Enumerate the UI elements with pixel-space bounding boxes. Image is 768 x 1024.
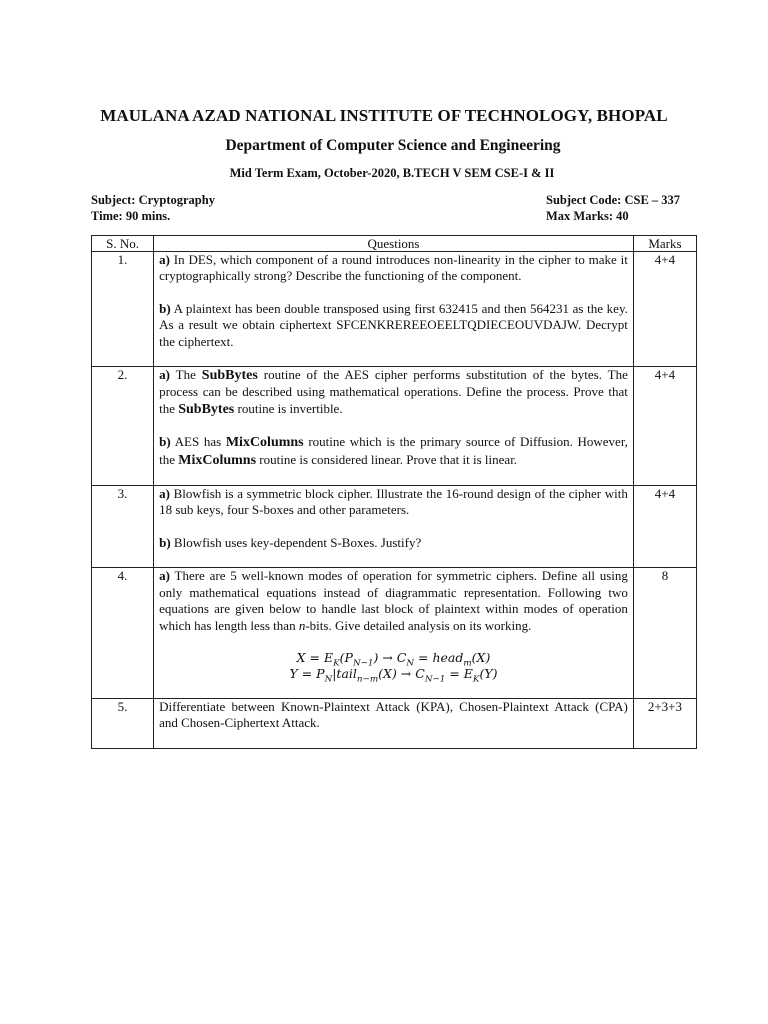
header-sno: S. No. (92, 236, 154, 252)
question-part-b: b) Blowfish uses key-dependent S-Boxes. Justify? (159, 534, 422, 550)
question-part-a: a) The SubBytes routine of the AES cipher performs substitution of the bytes. The process can be described using mathematical operations. Define the process. Prove that the SubBytes routine is invertible. (159, 367, 628, 417)
question-marks: 4+4 (633, 252, 696, 367)
question-part-b: b) A plaintext has been double transposed using first 632415 and then 564231 as the key. As a result we obtain ciphertext SFCENKREREEOEELTQDIECEOUVDAJW. Decrypt the ciphertext. (159, 300, 628, 349)
exam-time: Time: 90 mins. (91, 209, 171, 223)
header-questions: Questions (154, 236, 634, 252)
table-row (92, 367, 697, 486)
question-number: 3. (92, 486, 154, 568)
subject-name: Subject: Cryptography (91, 193, 215, 207)
question-part-b: b) AES has MixColumns routine which is the primary source of Diffusion. However, the MixColumns routine is considered linear. Prove that it is linear. (159, 434, 628, 468)
question-text (154, 252, 634, 367)
table-row (92, 568, 697, 699)
question-number: 1. (92, 252, 154, 367)
table-row (92, 698, 697, 748)
question-text (154, 367, 634, 486)
question-number: 2. (92, 367, 154, 486)
header-marks: Marks (633, 236, 696, 252)
question-text (154, 698, 634, 748)
max-marks: Max Marks: 40 (546, 209, 629, 223)
table-header-row (92, 236, 697, 252)
question-marks: 4+4 (633, 486, 696, 568)
institute-title: MAULANA AZAD NATIONAL INSTITUTE OF TECHNOLOGY, BHOPAL (100, 106, 668, 125)
question-body: Differentiate between Known-Plaintext Attack (KPA), Chosen-Plaintext Attack (CPA) and Chosen-Ciphertext Attack. (159, 698, 628, 731)
question-number: 5. (92, 698, 154, 748)
subject-code: Subject Code: CSE – 337 (546, 193, 681, 207)
question-marks: 8 (633, 568, 696, 699)
exam-meta-left (91, 192, 215, 224)
question-part-a: a) There are 5 well-known modes of operation for symmetric ciphers. Define all using only mathematical equations instead of diagrammatic representation. Following two equations are given below to handle last block of plaintext within modes of operation which has length less than n-bits. Give detailed analysis on its working. (159, 568, 628, 633)
table-row (92, 252, 697, 367)
question-text (154, 568, 634, 699)
question-part-a: a) Blowfish is a symmetric block cipher. Illustrate the 16-round design of the cipher with 18 sub keys, four S-boxes and other parameters. (159, 486, 628, 518)
exam-meta-right (546, 192, 680, 224)
question-text (154, 486, 634, 568)
question-marks: 4+4 (633, 367, 696, 486)
question-part-a: a) In DES, which component of a round introduces non-linearity in the cipher to make it cryptographically strong? Describe the functioning of the component. (159, 252, 628, 284)
department-title: Department of Computer Science and Engineering (225, 137, 561, 154)
equation-1: $X = E_K(P_{N-1}) \to C_N$ = head$_m$(X) (296, 649, 491, 669)
equation-2: $Y = P_N|tail_{n-m}(X) \to C_{N-1} = E_K(Y)$ (289, 665, 498, 685)
questions-table (91, 235, 697, 749)
question-marks: 2+3+3 (633, 698, 696, 748)
question-number: 4. (92, 568, 154, 699)
table-row (92, 486, 697, 568)
exam-title: Mid Term Exam, October-2020, B.TECH V SEM CSE-I & II (229, 166, 555, 180)
